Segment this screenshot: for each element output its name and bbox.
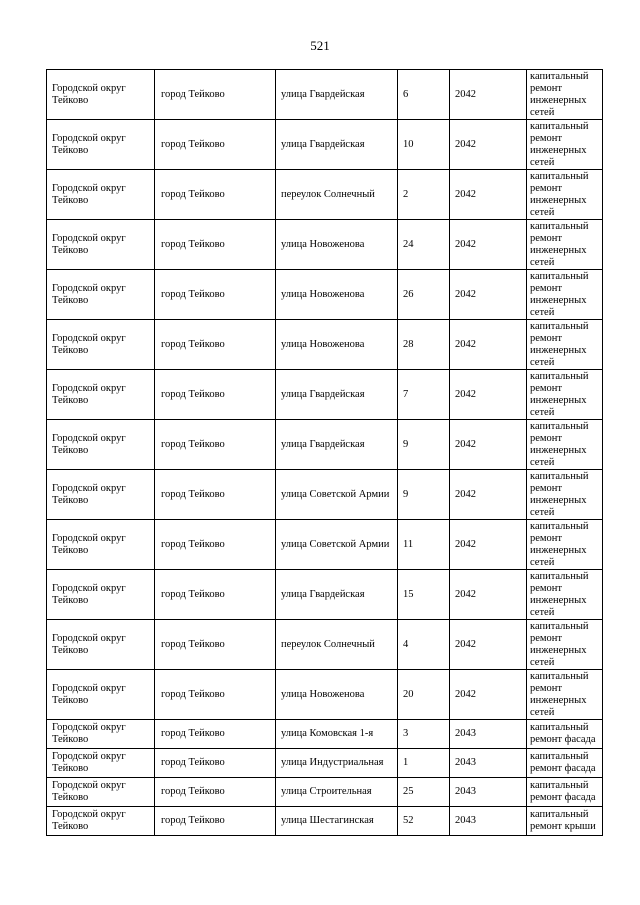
work-type-cell: капитальный ремонт фасада (527, 749, 603, 778)
page-number: 521 (310, 38, 330, 53)
house-number-cell: 15 (398, 570, 450, 620)
okrug-cell: Городской округ Тейково (47, 670, 155, 720)
year-cell: 2043 (450, 778, 527, 807)
year-cell: 2043 (450, 720, 527, 749)
city-cell: город Тейково (155, 120, 276, 170)
year-cell: 2042 (450, 420, 527, 470)
year-cell: 2042 (450, 470, 527, 520)
table-row (47, 807, 603, 836)
street-cell: улица Новоженова (276, 220, 398, 270)
work-type-cell: капитальный ремонт инженерных сетей (527, 520, 603, 570)
house-number-cell: 52 (398, 807, 450, 836)
okrug-cell: Городской округ Тейково (47, 570, 155, 620)
okrug-cell: Городской округ Тейково (47, 370, 155, 420)
year-cell: 2042 (450, 370, 527, 420)
city-cell: город Тейково (155, 620, 276, 670)
work-type-cell: капитальный ремонт инженерных сетей (527, 620, 603, 670)
house-number-cell: 10 (398, 120, 450, 170)
okrug-cell: Городской округ Тейково (47, 749, 155, 778)
table-row (47, 670, 603, 720)
city-cell: город Тейково (155, 670, 276, 720)
okrug-cell: Городской округ Тейково (47, 120, 155, 170)
work-type-cell: капитальный ремонт крыши (527, 807, 603, 836)
table-row (47, 320, 603, 370)
city-cell: город Тейково (155, 720, 276, 749)
year-cell: 2042 (450, 620, 527, 670)
work-type-cell: капитальный ремонт фасада (527, 778, 603, 807)
house-number-cell: 7 (398, 370, 450, 420)
house-number-cell: 1 (398, 749, 450, 778)
table-row (47, 220, 603, 270)
street-cell: улица Советской Армии (276, 470, 398, 520)
table-row (47, 749, 603, 778)
year-cell: 2042 (450, 670, 527, 720)
work-type-cell: капитальный ремонт инженерных сетей (527, 120, 603, 170)
okrug-cell: Городской округ Тейково (47, 170, 155, 220)
house-number-cell: 6 (398, 70, 450, 120)
house-number-cell: 20 (398, 670, 450, 720)
table-row (47, 720, 603, 749)
work-type-cell: капитальный ремонт инженерных сетей (527, 670, 603, 720)
table-row (47, 420, 603, 470)
okrug-cell: Городской округ Тейково (47, 520, 155, 570)
okrug-cell: Городской округ Тейково (47, 720, 155, 749)
street-cell: улица Новоженова (276, 320, 398, 370)
city-cell: город Тейково (155, 170, 276, 220)
street-cell: улица Строительная (276, 778, 398, 807)
city-cell: город Тейково (155, 778, 276, 807)
table-row (47, 70, 603, 120)
work-type-cell: капитальный ремонт инженерных сетей (527, 370, 603, 420)
house-number-cell: 28 (398, 320, 450, 370)
house-number-cell: 26 (398, 270, 450, 320)
house-number-cell: 3 (398, 720, 450, 749)
work-type-cell: капитальный ремонт инженерных сетей (527, 420, 603, 470)
year-cell: 2042 (450, 70, 527, 120)
work-type-cell: капитальный ремонт фасада (527, 720, 603, 749)
street-cell: улица Гвардейская (276, 70, 398, 120)
year-cell: 2042 (450, 170, 527, 220)
okrug-cell: Городской округ Тейково (47, 320, 155, 370)
street-cell: переулок Солнечный (276, 170, 398, 220)
house-number-cell: 25 (398, 778, 450, 807)
work-type-cell: капитальный ремонт инженерных сетей (527, 470, 603, 520)
year-cell: 2042 (450, 320, 527, 370)
street-cell: улица Шестагинская (276, 807, 398, 836)
street-cell: улица Советской Армии (276, 520, 398, 570)
street-cell: переулок Солнечный (276, 620, 398, 670)
table-row (47, 570, 603, 620)
city-cell: город Тейково (155, 270, 276, 320)
city-cell: город Тейково (155, 370, 276, 420)
work-type-cell: капитальный ремонт инженерных сетей (527, 70, 603, 120)
street-cell: улица Гвардейская (276, 570, 398, 620)
table-row (47, 520, 603, 570)
okrug-cell: Городской округ Тейково (47, 420, 155, 470)
city-cell: город Тейково (155, 220, 276, 270)
okrug-cell: Городской округ Тейково (47, 778, 155, 807)
table-body (47, 70, 603, 836)
house-number-cell: 2 (398, 170, 450, 220)
house-number-cell: 9 (398, 420, 450, 470)
okrug-cell: Городской округ Тейково (47, 470, 155, 520)
city-cell: город Тейково (155, 749, 276, 778)
city-cell: город Тейково (155, 420, 276, 470)
city-cell: город Тейково (155, 807, 276, 836)
work-type-cell: капитальный ремонт инженерных сетей (527, 570, 603, 620)
city-cell: город Тейково (155, 470, 276, 520)
okrug-cell: Городской округ Тейково (47, 620, 155, 670)
okrug-cell: Городской округ Тейково (47, 270, 155, 320)
house-number-cell: 24 (398, 220, 450, 270)
year-cell: 2042 (450, 570, 527, 620)
city-cell: город Тейково (155, 520, 276, 570)
table-row (47, 778, 603, 807)
city-cell: город Тейково (155, 570, 276, 620)
street-cell: улица Индустриальная (276, 749, 398, 778)
table-row (47, 470, 603, 520)
work-type-cell: капитальный ремонт инженерных сетей (527, 320, 603, 370)
table-row (47, 370, 603, 420)
street-cell: улица Новоженова (276, 670, 398, 720)
city-cell: город Тейково (155, 320, 276, 370)
year-cell: 2043 (450, 807, 527, 836)
okrug-cell: Городской округ Тейково (47, 807, 155, 836)
repair-schedule-table (46, 69, 603, 836)
table-row (47, 620, 603, 670)
house-number-cell: 4 (398, 620, 450, 670)
city-cell: город Тейково (155, 70, 276, 120)
table-row (47, 120, 603, 170)
street-cell: улица Гвардейская (276, 120, 398, 170)
street-cell: улица Гвардейская (276, 420, 398, 470)
street-cell: улица Комовская 1-я (276, 720, 398, 749)
work-type-cell: капитальный ремонт инженерных сетей (527, 170, 603, 220)
year-cell: 2042 (450, 220, 527, 270)
year-cell: 2043 (450, 749, 527, 778)
street-cell: улица Гвардейская (276, 370, 398, 420)
work-type-cell: капитальный ремонт инженерных сетей (527, 270, 603, 320)
street-cell: улица Новоженова (276, 270, 398, 320)
okrug-cell: Городской округ Тейково (47, 70, 155, 120)
table-row (47, 270, 603, 320)
year-cell: 2042 (450, 520, 527, 570)
okrug-cell: Городской округ Тейково (47, 220, 155, 270)
year-cell: 2042 (450, 120, 527, 170)
house-number-cell: 11 (398, 520, 450, 570)
house-number-cell: 9 (398, 470, 450, 520)
table-row (47, 170, 603, 220)
year-cell: 2042 (450, 270, 527, 320)
work-type-cell: капитальный ремонт инженерных сетей (527, 220, 603, 270)
